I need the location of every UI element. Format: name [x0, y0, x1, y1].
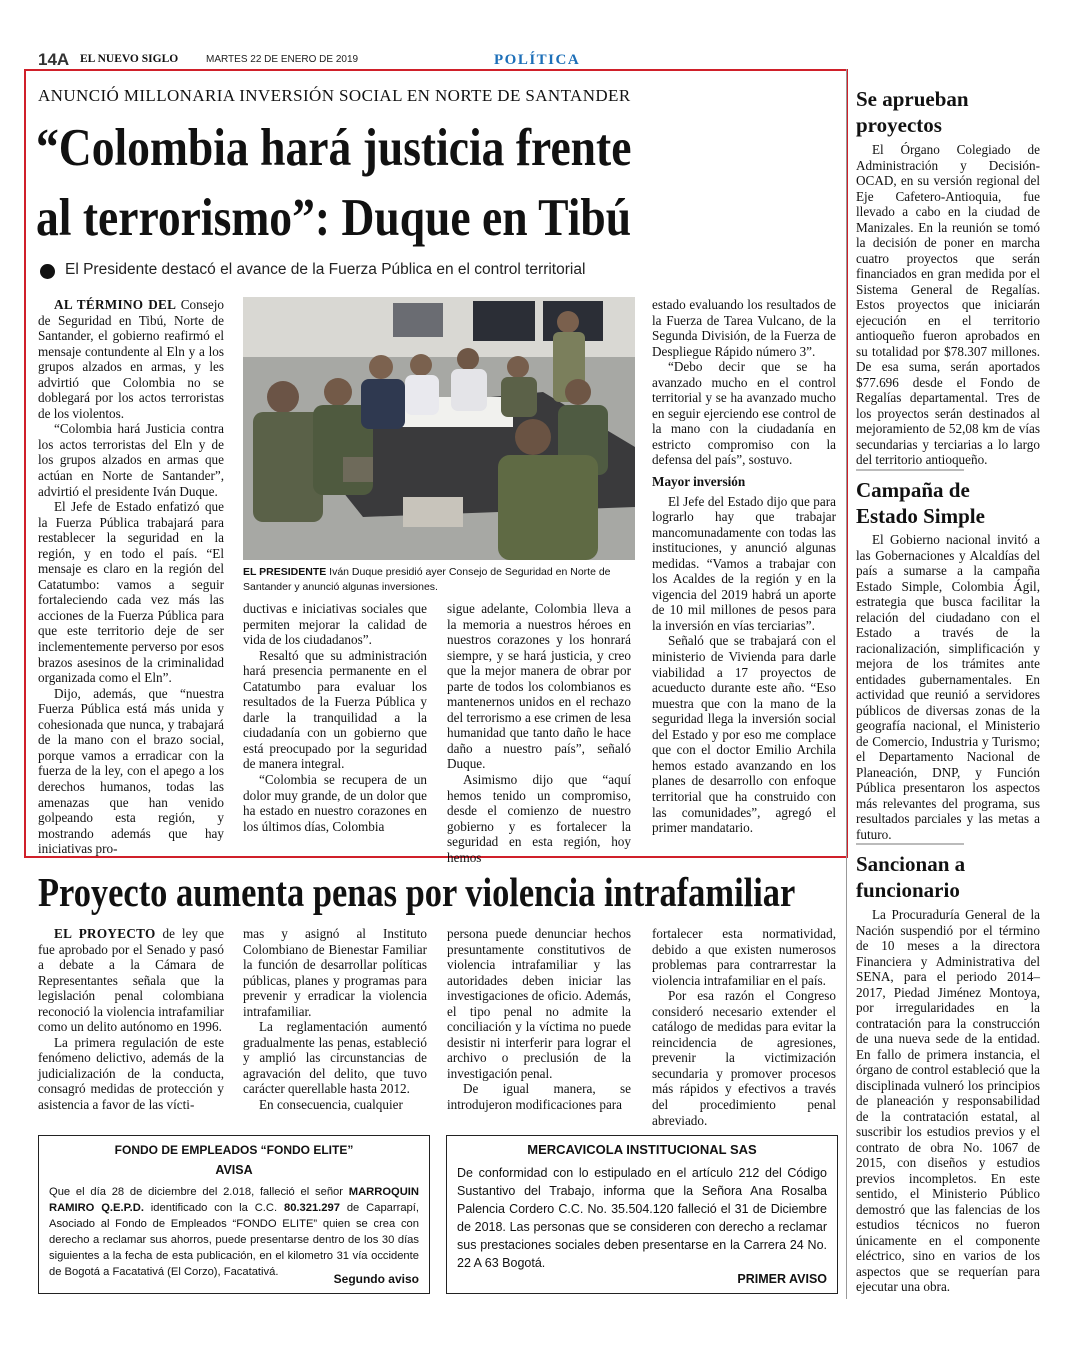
sidebar-title-1: Se aprueban proyectos	[856, 87, 969, 137]
sidebar-story-3: La Procuraduría General de la Nación suspendió por el término de 10 meses a la directora Financiera y Administrativa del SENA, para el periodo 2014–2017, Piedad Jiménez Montoya, por irregularidades en la contratación para la construcción de una nueva sede de la entidad. En fallo de primera instancia, el órgano de control estableció que la disciplinada vulneró los principios de planeación y responsabilidad de la contratación estatal, al suscribir los estudios previos y el contrato de obra No. 1067 de 2015, con diseños y estudios previos incompletos. En este sentido, el Ministerio Público demostró que las falencias de los estudios técnicos no fueron únicamente en el componente eléctrico, sino en varios de los aspectos que se requerían para ejecutar una obra.	[856, 907, 1040, 1294]
main-article-column-1: AL TÉRMINO DEL Consejo de Seguridad en Tibú, Norte de Santander, el gobierno reafirmó el mensaje contundente al Eln y a los grupos alzados en armas, y les advirtió que Colombia no se doblegará por los actos terroristas de los violentos. “Colombia hará Justicia contra los actos terroristas del Eln y de los grupos alzados en armas que actúan en Norte de Santander”, advirtió el presidente Iván Duque. El Jefe de Estado enfatizó que la Fuerza Pública trabajará para restablecer la seguridad en la región, y en todo el país. “El mensaje es claro en la región del Catatumbo: vamos a seguir fortaleciendo cada vez más las acciones de la Fuerza Pública para que este territorio deje de ser inclementemente perverso por esos brazos asesinos de la criminalidad organizada como el Eln”. Dijo, además, que “nuestra Fuerza Pública está más unida y cohesionada que nunca, y trabajará de la mano con el brazo social, porque vamos a erradicar con la fuerza de la ley, con el apego a los derechos humanos, todas las amenazas que han venido golpeando esta región, y mostrando además que hay iniciativas pro-	[38, 297, 224, 857]
paragraph: La primera regulación de este fenómeno delictivo, además de la judicialización de la conducta, consagró medidas de protección y asistencia a favor de las vícti-	[38, 1034, 224, 1113]
sidebar-title-2: Campaña de Estado Simple	[856, 478, 985, 528]
sidebar-title-3: Sancionan a funcionario	[856, 852, 966, 902]
notice-body: Que el día 28 de diciembre del 2.018, falleció el señor MARROQUIN RAMIRO Q.E.P.D. identificado con la C.C. 80.321.297 de Caparrapí, Asociado al Fondo de Empleados “FONDO ELITE” quien se crea con derecho a reclamar sus ahorros, puede presentarse dentro de los 30 días siguientes a la fecha de esta publicación, en el kilometro 31 vía occidente de Bogotá a Facatativá (El Corzo), Facatativá.	[49, 1186, 419, 1278]
paragraph: Resaltó que su administración hará presencia permanente en el Catatumbo para evaluar los resultados de la Fuerza Pública y darle la tranquilidad a la ciudadanía con un gobierno que está preocupado por la seguridad de manera integral.	[243, 647, 427, 772]
paragraph: sigue adelante, Colombia lleva a la memoria a nuestros héroes en nuestros corazones y los honrará siempre, y se hará justicia, y creo que la mejor manera de obrar por parte de todos los colombianos es mantenernos unidos en el rechazo del terrorismo a ese crimen de lesa humanidad que tanto daño le hace daño a nuestro país”, señaló Duque.	[447, 601, 631, 772]
photo-caption: EL PRESIDENTE Iván Duque presidió ayer Consejo de Seguridad en Norte de Santander y anunció algunas inversiones.	[243, 566, 611, 593]
paragraph: “Colombia hará Justicia contra los actos terroristas del Eln y de los grupos alzados en armas que actúan en Norte de Santander”, advirtió el presidente Iván Duque.	[38, 421, 224, 499]
main-headline-line1: “Colombia hará justicia frente	[36, 119, 632, 177]
caption-lead: EL PRESIDENTE	[243, 566, 327, 578]
notice-title: FONDO DE EMPLEADOS “FONDO ELITE”	[114, 1143, 354, 1157]
sidebar-rule	[856, 843, 964, 845]
sidebar-divider	[846, 69, 847, 1299]
notice-title: MERCAVICOLA INSTITUCIONAL SAS	[527, 1142, 757, 1157]
notice-subtitle: AVISA	[215, 1163, 253, 1177]
section-label: POLÍTICA	[494, 52, 581, 68]
notice-footer: Segundo aviso	[333, 1272, 419, 1286]
page-header	[38, 50, 1038, 68]
paragraph: Asimismo dijo que “aquí hemos tenido un compromiso, desde el comienzo de nuestro gobierno y es fortalecer la seguridad en esta región, hoy hemos	[447, 772, 631, 865]
paragraph: fortalecer esta normatividad, debido a que existen numerosos problemas para contrarrestar la violencia intrafamiliar en el país.	[652, 926, 836, 988]
page-number: 14A	[38, 50, 70, 69]
paragraph: De igual manera, se introdujeron modificaciones para	[447, 1081, 631, 1113]
second-article-column-3	[447, 926, 631, 1113]
paragraph: “Colombia se recupera de un dolor muy grande, de un dolor que ha estado en nuestro corazones en los últimos días, Colombia	[243, 772, 427, 834]
paragraph: En consecuencia, cualquier	[259, 1097, 403, 1113]
paragraph: El Jefe del Estado dijo que para lograrlo hay que trabajar mancomunadamente con todas las instituciones, y anunció algunas medidas. “Vamos a trabajar con los Acaldes de la región y en la vigencia del 2019 habrá un aporte de 10 mil millones de pesos para la inversión en vías terciarias”.	[652, 493, 836, 633]
notice-mercavicola	[446, 1135, 838, 1294]
sidebar-rule	[856, 469, 964, 471]
paragraph: Señaló que se trabajará con el ministerio de Vivienda para darle viabilidad a 17 proyectos de acueducto durante este año. “Eso muestra que con la mano de la seguridad llega la inversión social del Estado y por eso me complace que con el doctor Emilio Archila hemos estado avanzando en los planes de desarrollo con enfoque territorial que ha construido con las comunidades”, agregó el primer mandatario.	[652, 633, 836, 836]
paper-name: EL NUEVO SIGLO	[80, 53, 179, 65]
second-headline: Proyecto aumenta penas por violencia intrafamiliar	[38, 869, 796, 915]
news-photo	[243, 297, 635, 560]
paragraph: El Jefe de Estado enfatizó que la Fuerza Pública trabajará para restablecer la seguridad en la región, y en todo el país. “El mensaje es claro en la región del Catatumbo: vamos a seguir fortaleciendo cada vez más las acciones de la Fuerza Pública para que este territorio deje de ser inclementemente perverso por esos brazos asesinos de la criminalidad organizada como el Eln”.	[38, 499, 224, 686]
article-lead-in: AL TÉRMINO DEL	[54, 297, 177, 312]
second-article-column-2	[243, 926, 427, 1113]
main-article-column-4	[652, 297, 836, 836]
paragraph: La reglamentación aumentó gradualmente las penas, estableció y amplió las circunstancias de agravación del delito, que tuvo carácter querellable hasta 2012.	[243, 1019, 427, 1097]
deck-bullet-icon	[40, 264, 55, 279]
header-date: MARTES 22 DE ENERO DE 2019	[206, 54, 359, 65]
subhead-mayor-inversion: Mayor inversión	[652, 474, 746, 490]
notice-body: De conformidad con lo estipulado en el artículo 212 del Código Sustantivo del Trabajo, informa que la Señora Ana Rosalba Palencia Cordero C.C. No. 35.504.120 falleció el 31 de Diciembre de 2018. Las personas que se consideren con derecho a reclamar sus prestaciones sociales deben presentarse en la Carrera 24 No. 22 A 63 Bogotá.	[457, 1166, 827, 1270]
article-kicker: ANUNCIÓ MILLONARIA INVERSIÓN SOCIAL EN NORTE DE SANTANDER	[38, 86, 631, 105]
second-lead-in: EL PROYECTO	[54, 926, 156, 941]
paragraph: Dijo, además, que “nuestra Fuerza Pública está más unida y cohesionada que nunca, y trabajará de la mano con el brazo social, porque vamos a erradicar con la fuerza de la ley, con el apego a los derechos humanos, todas las amenazas que han venido golpeando esta región, y mostrando además que hay iniciativas pro-	[38, 685, 224, 857]
sidebar-story-1: El Órgano Colegiado de Administración y Decisión- OCAD, en su versión regional del Eje Cafetero-Antioquia, fue llevado a cabo en la ciudad de Manizales. En la reunión se tomó la decisión de poner en marcha cuatro proyectos que serán financiados en gran medida por el Sistema General de Regalías. Estos proyectos que iniciarán ejecución en el territorio antioqueño fueron aprobados en su totalidad por $78.307 millones. De esa suma, serán aportados $77.696 desde el Fondo de Regalías departamental. Tres de los proyectos serán destinados al mejoramiento de 52,08 km de vías secundarias y terciarias a lo largo del territorio antioqueño.	[856, 142, 1040, 467]
paragraph: persona puede denunciar hechos presuntamente constitutivos de violencia intrafamiliar y las autoridades deben iniciar las investigaciones de oficio. Además, el tipo penal no admite la conciliación y la víctima no puede desistir ni interferir para lograr el archivo o preclusión de la investigación penal.	[447, 926, 631, 1081]
paragraph: Por esa razón el Congreso consideró necesario extender el catálogo de medidas para evitar la reincidencia de agresiones, prevenir la victimización secundaria y promover procesos más rápidos y efectivos a través del procedimiento penal abreviado.	[652, 988, 836, 1128]
meeting-photo-illustration	[243, 297, 635, 560]
notice-fondo-elite	[38, 1135, 430, 1294]
main-headline-line2: al terrorismo”: Duque en Tibú	[36, 189, 632, 247]
paragraph: estado evaluando los resultados de la Fuerza de Tarea Vulcano, de la Segunda División, de la Fuerza de Despliegue Rápido número 3”.	[652, 297, 836, 359]
paragraph: “Debo decir que se ha avanzado mucho en el control territorial y se ha avanzado mucho en seguir ejerciendo ese control de la mano con la ciudadanía en estricto compromiso con la defensa del país”, sostuvo.	[652, 359, 836, 468]
article-deck: El Presidente destacó el avance de la Fuerza Pública en el control territorial	[65, 261, 586, 278]
main-article-column-2	[243, 601, 427, 834]
second-article-column-4	[652, 926, 836, 1128]
main-article-column-3	[447, 601, 631, 865]
paragraph: ductivas e iniciativas sociales que permiten mejorar la calidad de vida de los ciudadanos”.	[243, 601, 427, 648]
paragraph: mas y asignó al Instituto Colombiano de Bienestar Familiar la función de desarrollar políticas públicas, planes y programas para prevenir y erradicar la violencia intrafamiliar.	[243, 926, 427, 1019]
second-article-column-1: EL PROYECTO de ley que fue aprobado por el Senado y pasó a debate a la Cámara de Representantes señala que la legislación penal colombiana reconoció la violencia intrafamiliar como un delito autónomo en 1996. La primera regulación de este fenómeno delictivo, además de la judicialización de la conducta, consagró medidas de protección y asistencia a favor de las vícti-	[38, 926, 224, 1113]
sidebar-story-2: El Gobierno nacional invitó a las Gobernaciones y Alcaldías del país a sumarse a la campaña Estado Simple, Colombia Ágil, estrategia que busca facilitar la relación del ciudadano con el Estado a través de la racionalización, simplificación y mejora de los trámites ante entidades gubernamentales. En actividad que reunió a servidores públicos de diversas zonas de la geografía nacional, el Ministerio de Comercio, Industria y Turismo; el Departamento Nacional de Planeación, DNP, y Función Pública presentaron los aspectos más relevantes del programa, sus resultados parciales y las metas a futuro.	[856, 532, 1040, 842]
notice-footer: PRIMER AVISO	[737, 1272, 827, 1286]
